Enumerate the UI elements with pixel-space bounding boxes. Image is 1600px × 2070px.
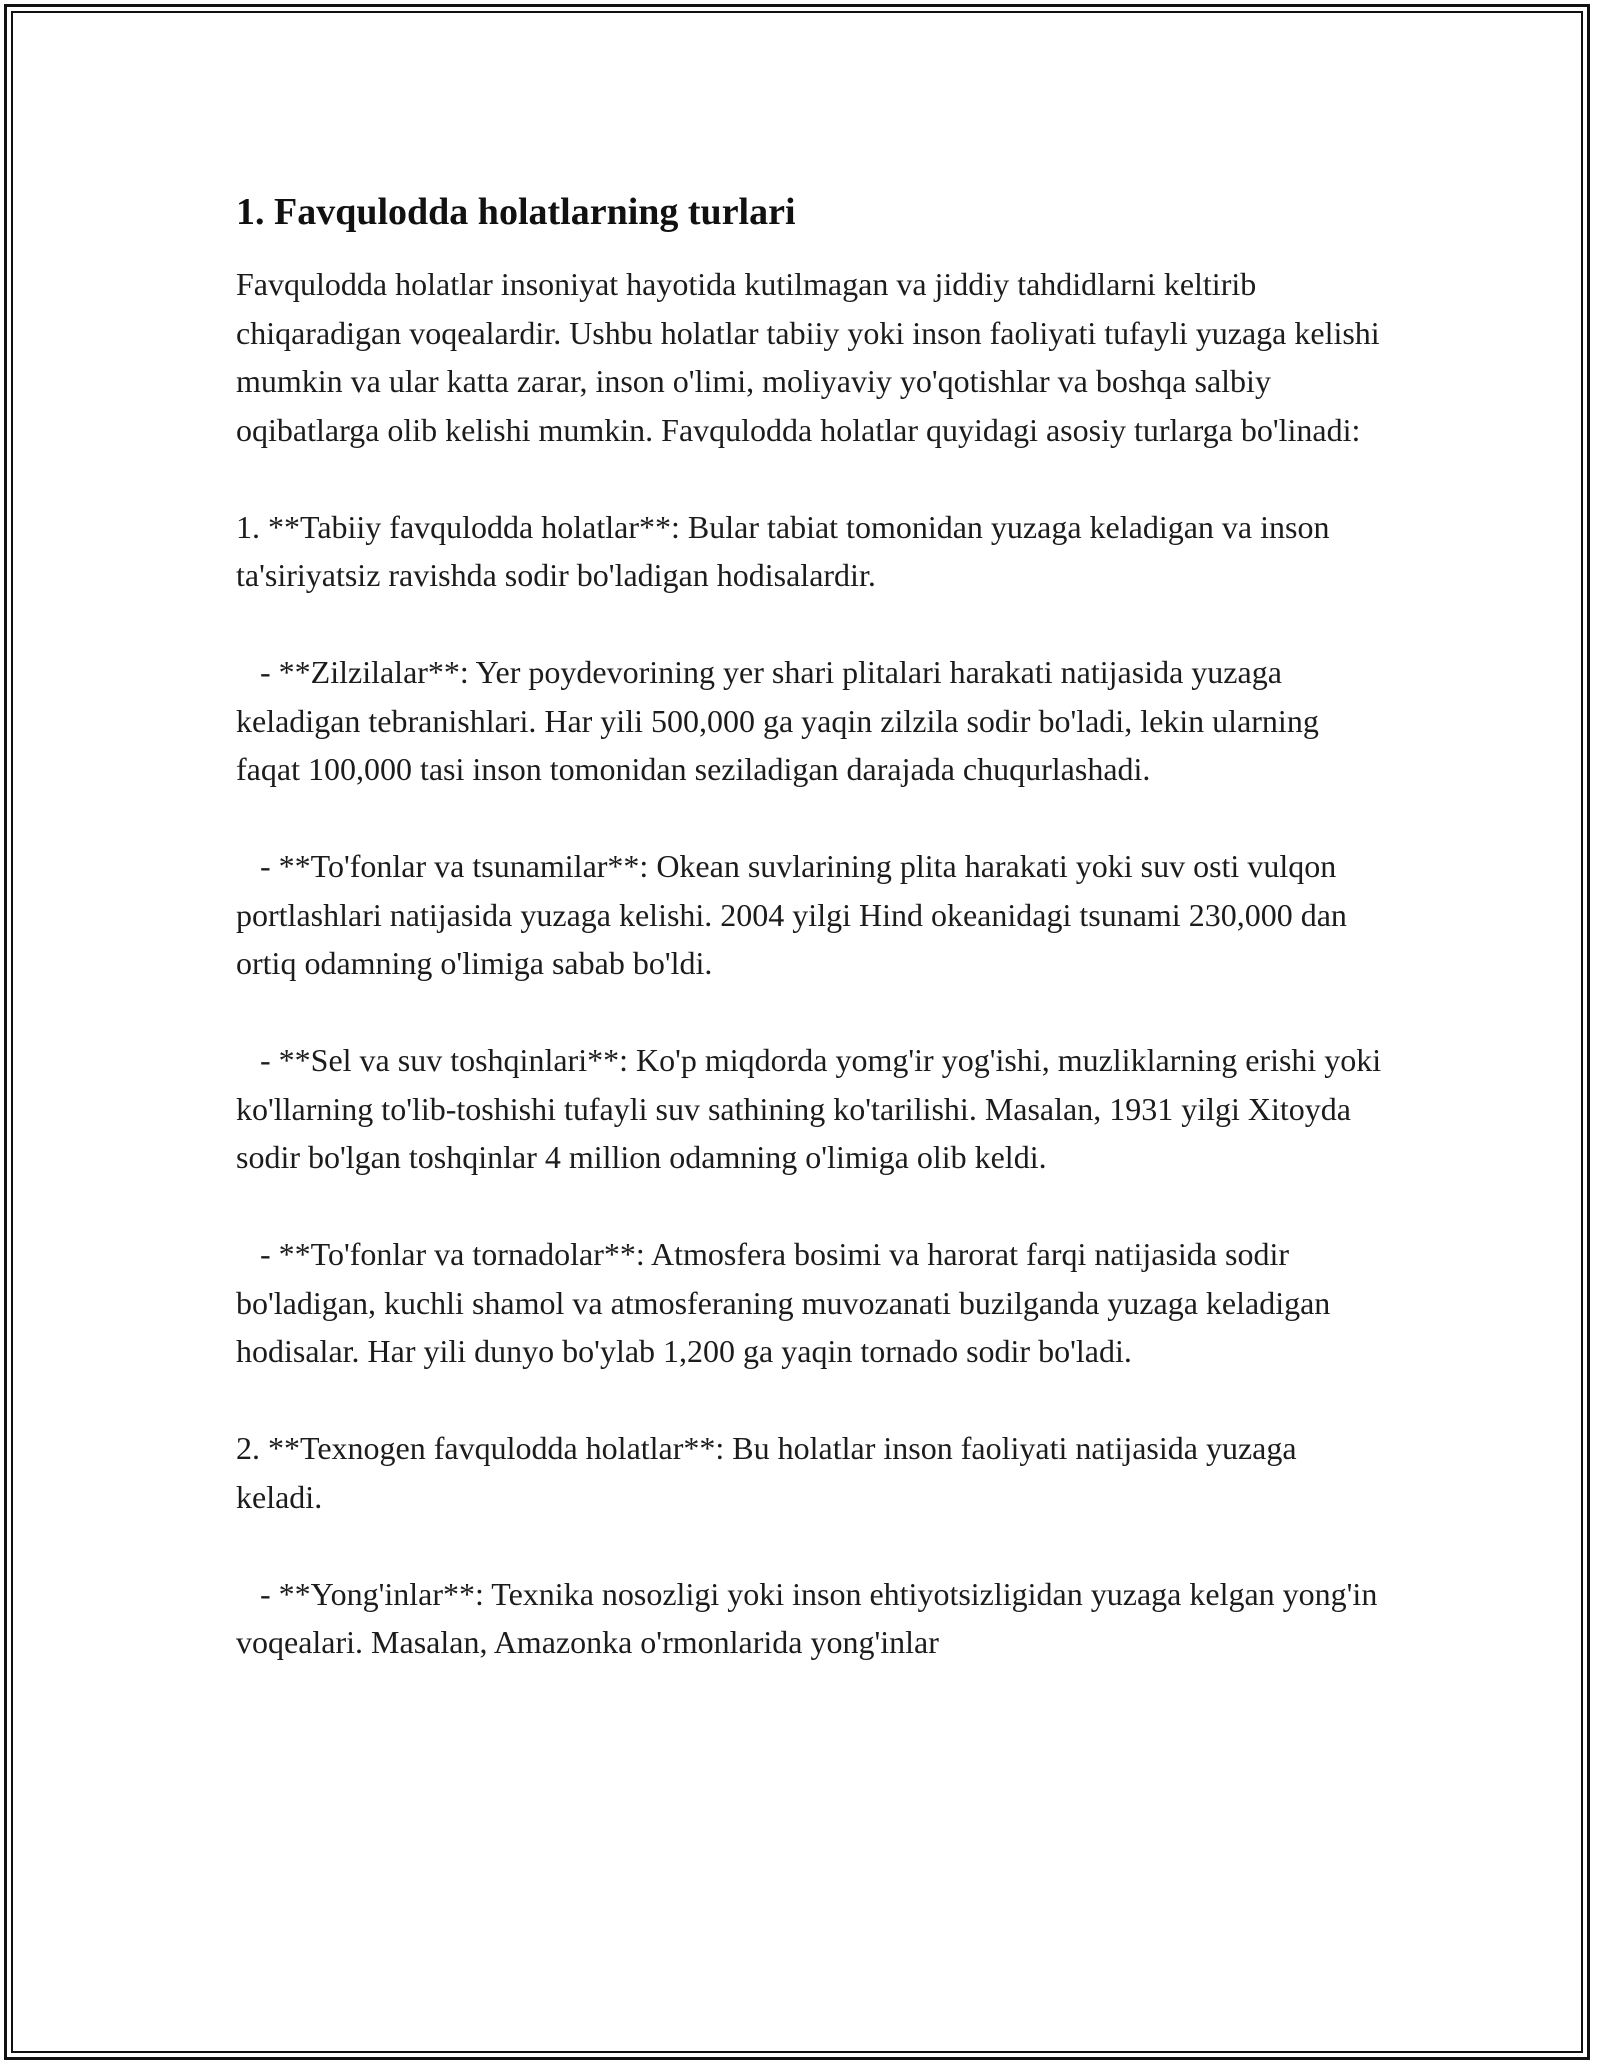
natural-emergencies-paragraph: 1. **Tabiiy favqulodda holatlar**: Bular tabiat tomonidan yuzaga keladigan va inson ta'siriyatsiz ravishda sodir bo'ladigan hodisalardir. — [236, 508, 1338, 593]
document-body — [236, 186, 1390, 1667]
tsunamis-paragraph: - **To'fonlar va tsunamilar**: Okean suvlarining plita harakati yoki suv osti vulqon portlashlari natijasida yuzaga kelishi. 2004 yilgi Hind okeanidagi tsunami 230,000 dan ortiq odamning o'limiga sabab bo'ldi. — [236, 848, 1355, 981]
paragraph-gap — [236, 1521, 1386, 1570]
paragraph-gap — [236, 600, 1386, 649]
paragraph-gap — [236, 988, 1386, 1037]
intro-paragraph: Favqulodda holatlar insoniyat hayotida kutilmagan va jiddiy tahdidlarni keltirib chiqaradigan voqealardir. Ushbu holatlar tabiiy yoki inson faoliyati tufayli yuzaga kelishi mumkin va ular katta zarar, inson o'limi, moliyaviy yo'qotishlar va boshqa salbiy oqibatlarga olib kelishi mumkin. Favqulodda holatlar quyidagi asosiy turlarga bo'linadi: — [236, 266, 1388, 448]
paragraph-gap — [236, 794, 1386, 843]
technogenic-emergencies-paragraph: 2. **Texnogen favqulodda holatlar**: Bu holatlar inson faoliyati natijasida yuzaga keladi. — [236, 1430, 1305, 1515]
earthquakes-paragraph: - **Zilzilalar**: Yer poydevorining yer shari plitalari harakati natijasida yuzaga keladigan tebranishlari. Har yili 500,000 ga yaqin zilzila sodir bo'ladi, lekin ularning faqat 100,000 tasi inson tomonidan seziladigan darajada chuqurlashadi. — [236, 654, 1327, 787]
paragraph-gap — [236, 1376, 1386, 1425]
floods-paragraph: - **Sel va suv toshqinlari**: Ko'p miqdorda yomg'ir yog'ishi, muzliklarning erishi yoki ko'llarning to'lib-toshishi tufayli suv sathining ko'tarilishi. Masalan, 1931 yilgi Xitoyda sodir bo'lgan toshqinlar 4 million odamning o'limiga olib keldi. — [236, 1042, 1390, 1175]
paragraph-gap — [236, 454, 1386, 503]
section-heading: 1. Favqulodda holatlarning turlari — [236, 191, 796, 233]
paragraph-gap — [236, 1182, 1386, 1231]
tornadoes-paragraph: - **To'fonlar va tornadolar**: Atmosfera bosimi va harorat farqi natijasida sodir bo'ladigan, kuchli shamol va atmosferaning muvozanati buzilganda yuzaga keladigan hodisalar. Har yili dunyo bo'ylab 1,200 ga yaqin tornado sodir bo'ladi. — [236, 1236, 1339, 1369]
fires-paragraph: - **Yong'inlar**: Texnika nosozligi yoki inson ehtiyotsizligidan yuzaga kelgan yong'in voqealari. Masalan, Amazonka o'rmonlarida yong'inlar — [236, 1575, 1386, 1660]
